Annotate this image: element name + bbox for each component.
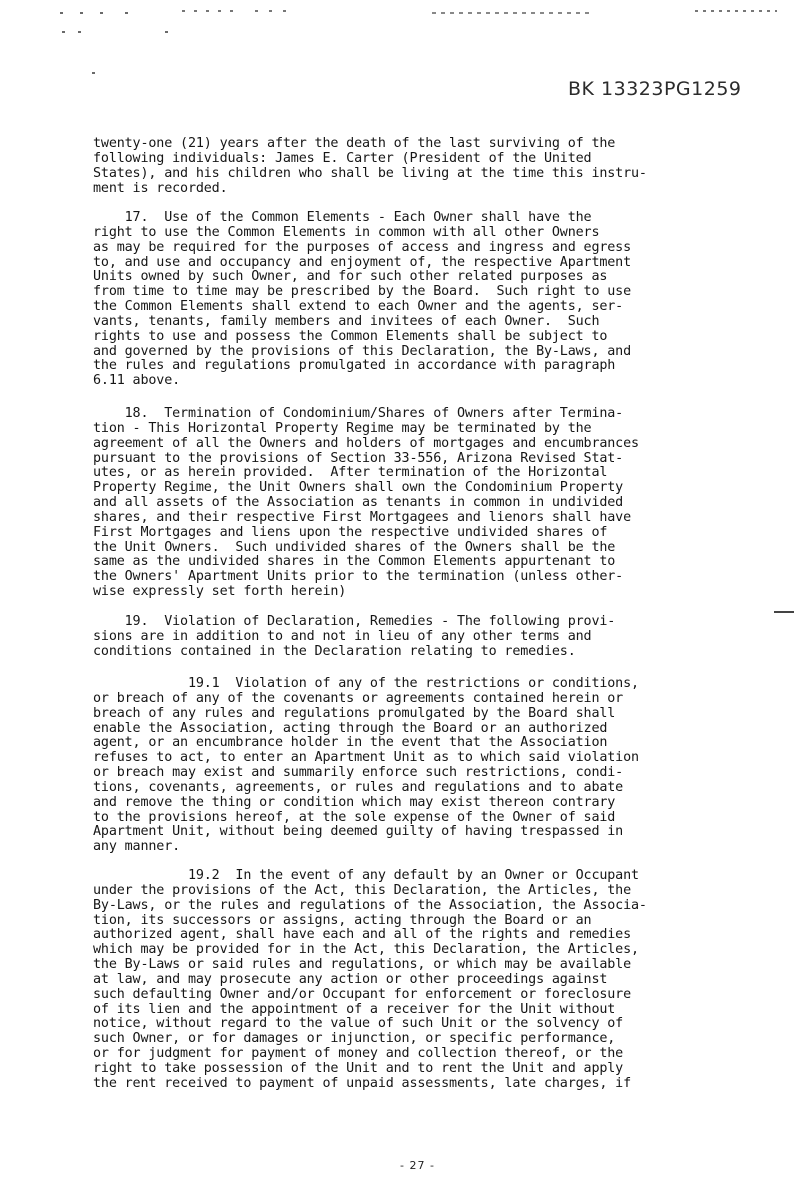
text-line: the By-Laws or said rules and regulations, or which may be available bbox=[93, 957, 632, 973]
text-line: as may be required for the purposes of access and ingress and egress bbox=[93, 239, 632, 255]
paragraph-19 bbox=[93, 615, 733, 660]
text-line: By-Laws, or the rules and regulations of the Association, the Associa- bbox=[93, 897, 647, 913]
text-line: from time to time may be prescribed by the Board. Such right to use bbox=[93, 284, 632, 300]
text-line: right to take possession of the Unit and to rent the Unit and apply bbox=[93, 1060, 624, 1076]
text-line: such defaulting Owner and/or Occupant for enforcement or foreclosure bbox=[93, 986, 632, 1002]
book-page-reference: BK 13323PG1259 bbox=[568, 78, 742, 100]
text-line: following individuals: James E. Carter (President of the United bbox=[93, 150, 592, 166]
text-line: Units owned by such Owner, and for such other related purposes as bbox=[93, 269, 608, 285]
text-line: the Owners' Apartment Units prior to the termination (unless other- bbox=[93, 569, 624, 585]
text-line: the rules and regulations promulgated in accordance with paragraph bbox=[93, 358, 616, 374]
text-line: 6.11 above. bbox=[93, 373, 181, 389]
text-line: enable the Association, acting through the Board or an authorized bbox=[93, 720, 608, 736]
text-line: tion, its successors or assigns, acting through the Board or an bbox=[93, 912, 592, 928]
scan-artifact bbox=[695, 10, 777, 12]
text-line: or breach of any of the covenants or agreements contained herein or bbox=[93, 690, 624, 706]
text-line: ment is recorded. bbox=[93, 180, 228, 196]
text-line: vants, tenants, family members and invitees of each Owner. Such bbox=[93, 313, 600, 329]
text-line: the Unit Owners. Such undivided shares of the Owners shall be the bbox=[93, 539, 616, 555]
text-line: 19. Violation of Declaration, Remedies - The following provi- bbox=[93, 614, 616, 629]
text-line: utes, or as herein provided. After termination of the Horizontal bbox=[93, 465, 608, 481]
text-line: and governed by the provisions of this Declaration, the By-Laws, and bbox=[93, 343, 632, 359]
text-line: authorized agent, shall have each and all of the rights and remedies bbox=[93, 927, 632, 943]
text-line: or breach may exist and summarily enforce such restrictions, condi- bbox=[93, 765, 624, 781]
scan-artifact bbox=[165, 31, 168, 33]
text-line: pursuant to the provisions of Section 33-556, Arizona Revised Stat- bbox=[93, 450, 624, 466]
text-line: sions are in addition to and not in lieu of any other terms and bbox=[93, 628, 592, 644]
scan-artifact bbox=[60, 12, 63, 14]
text-line: shares, and their respective First Mortgagees and lienors shall have bbox=[93, 509, 632, 525]
scan-artifact bbox=[125, 12, 128, 14]
scan-artifact bbox=[182, 10, 242, 12]
scan-artifact bbox=[62, 31, 65, 33]
scan-artifact bbox=[80, 12, 83, 14]
text-line: Apartment Unit, without being deemed guilty of having trespassed in bbox=[93, 824, 624, 840]
paragraph-19-2 bbox=[93, 869, 733, 1092]
text-line: or for judgment for payment of money and collection thereof, or the bbox=[93, 1046, 624, 1062]
text-line: agreement of all the Owners and holders of mortgages and encumbrances bbox=[93, 435, 639, 451]
margin-mark bbox=[774, 611, 794, 613]
text-line: refuses to act, to enter an Apartment Unit as to which said violation bbox=[93, 750, 639, 766]
text-line: at law, and may prosecute any action or other proceedings against bbox=[93, 971, 608, 987]
text-line: 18. Termination of Condominium/Shares of Owners after Termina- bbox=[93, 406, 624, 421]
text-line: of its lien and the appointment of a receiver for the Unit without bbox=[93, 1001, 616, 1017]
text-line: tions, covenants, agreements, or rules and regulations and to abate bbox=[93, 779, 624, 795]
text-line: the Common Elements shall extend to each Owner and the agents, ser- bbox=[93, 299, 624, 315]
text-line: to the provisions hereof, at the sole expense of the Owner of said bbox=[93, 809, 616, 825]
text-line: under the provisions of the Act, this Declaration, the Articles, the bbox=[93, 882, 632, 898]
text-line: any manner. bbox=[93, 839, 181, 855]
text-line: which may be provided for in the Act, this Declaration, the Articles, bbox=[93, 942, 639, 958]
paragraph-18 bbox=[93, 407, 733, 600]
paragraph-17 bbox=[93, 211, 733, 389]
text-line: and remove the thing or condition which may exist thereon contrary bbox=[93, 794, 616, 810]
text-line: to, and use and occupancy and enjoyment of, the respective Apartment bbox=[93, 254, 632, 270]
text-line: agent, or an encumbrance holder in the event that the Association bbox=[93, 735, 608, 751]
scan-artifact bbox=[255, 10, 295, 12]
text-line: conditions contained in the Declaration relating to remedies. bbox=[93, 643, 576, 659]
scan-artifact bbox=[432, 12, 592, 14]
text-line: twenty-one (21) years after the death of the last surviving of the bbox=[93, 136, 616, 151]
text-line: States), and his children who shall be living at the time this instru- bbox=[93, 165, 647, 181]
text-line: such Owner, or for damages or injunction, or specific performance, bbox=[93, 1031, 616, 1047]
scan-artifact bbox=[92, 72, 95, 74]
text-line: Property Regime, the Unit Owners shall own the Condominium Property bbox=[93, 480, 624, 496]
text-line: and all assets of the Association as tenants in common in undivided bbox=[93, 495, 624, 511]
text-line: wise expressly set forth herein) bbox=[93, 584, 347, 600]
scan-artifact bbox=[78, 31, 81, 33]
text-line: same as the undivided shares in the Common Elements appurtenant to bbox=[93, 554, 616, 570]
text-line: notice, without regard to the value of such Unit or the solvency of bbox=[93, 1016, 624, 1032]
text-line: breach of any rules and regulations promulgated by the Board shall bbox=[93, 705, 616, 721]
text-line: tion - This Horizontal Property Regime may be terminated by the bbox=[93, 420, 592, 436]
paragraph-intro bbox=[93, 137, 733, 196]
text-line: right to use the Common Elements in common with all other Owners bbox=[93, 224, 600, 240]
text-line: rights to use and possess the Common Elements shall be subject to bbox=[93, 328, 608, 344]
page-number: - 27 - bbox=[400, 1159, 435, 1172]
text-line: 19.2 In the event of any default by an Owner or Occupant bbox=[93, 868, 639, 883]
scan-artifact bbox=[100, 12, 103, 14]
text-line: 17. Use of the Common Elements - Each Owner shall have the bbox=[93, 210, 592, 225]
text-line: First Mortgages and liens upon the respective undivided shares of bbox=[93, 524, 608, 540]
paragraph-19-1 bbox=[93, 677, 733, 855]
text-line: 19.1 Violation of any of the restrictions or conditions, bbox=[93, 676, 639, 691]
text-line: the rent received to payment of unpaid assessments, late charges, if bbox=[93, 1075, 632, 1091]
